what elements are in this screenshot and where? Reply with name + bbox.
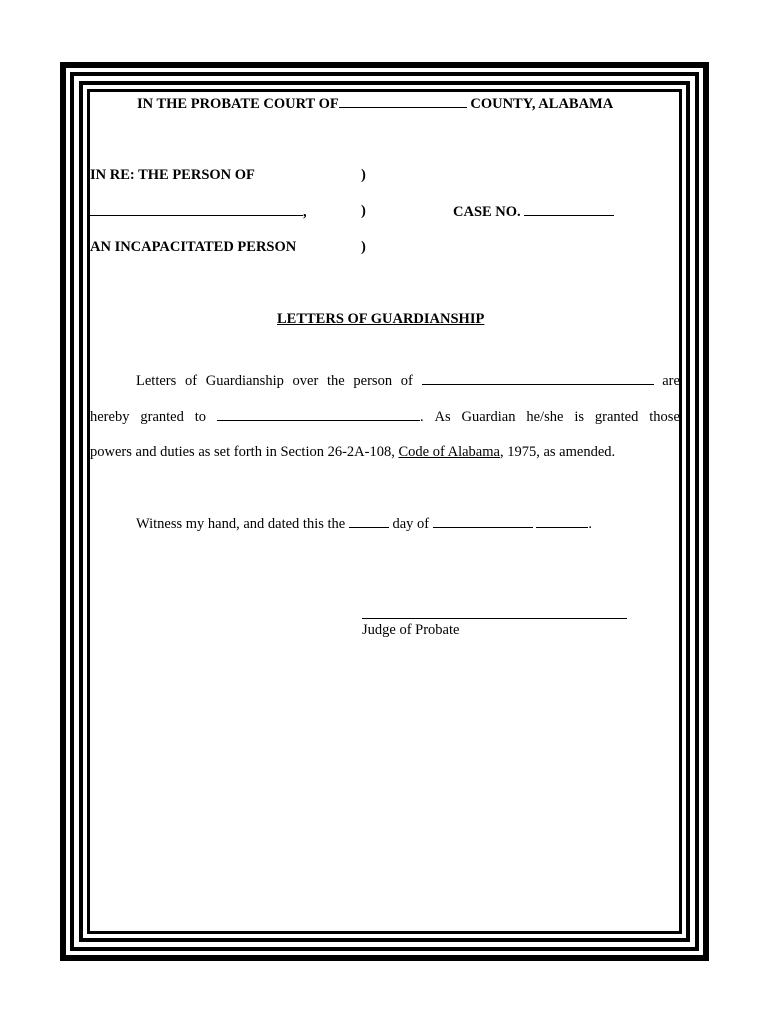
body-line-3 xyxy=(90,443,615,461)
year-field[interactable] xyxy=(536,514,588,528)
body-word: those xyxy=(649,409,680,425)
body-word: As xyxy=(434,409,451,425)
body-word: of xyxy=(184,373,198,389)
body-word: the xyxy=(327,373,345,389)
body-word: over xyxy=(292,373,319,389)
body-line-1 xyxy=(136,371,680,390)
body-word: Letters xyxy=(136,373,177,389)
incapacitated-label: AN INCAPACITATED PERSON xyxy=(90,239,297,255)
body-line-3-pre: powers and duties as set forth in Section 26-2A-108, xyxy=(90,444,399,460)
witness-line xyxy=(136,514,592,533)
witness-mid: day of xyxy=(388,516,433,532)
body-word: granted xyxy=(594,409,639,425)
body-word: Guardianship xyxy=(205,373,284,389)
court-heading-prefix: IN THE PROBATE COURT OF xyxy=(137,96,339,112)
case-number-field[interactable] xyxy=(524,202,614,216)
code-of-alabama-citation: Code of Alabama xyxy=(398,444,500,460)
body-word: to xyxy=(194,409,207,425)
body-word: is xyxy=(574,409,584,425)
month-field[interactable] xyxy=(433,514,533,528)
document-title: LETTERS OF GUARDIANSHIP xyxy=(277,311,485,327)
county-name-field[interactable] xyxy=(339,94,467,108)
witness-end: . xyxy=(588,516,592,532)
body-word: he/she xyxy=(526,409,564,425)
body-word: granted xyxy=(140,409,184,425)
body-line-3-post: , 1975, as amended. xyxy=(499,444,616,460)
body-word: person xyxy=(353,373,393,389)
judge-signature-line[interactable] xyxy=(362,618,627,619)
person-name-comma: , xyxy=(303,204,307,220)
court-heading-suffix: COUNTY, ALABAMA xyxy=(470,96,614,112)
body-line-2 xyxy=(90,407,680,426)
judge-of-probate-label: Judge of Probate xyxy=(362,622,460,638)
in-re-label: IN RE: THE PERSON OF xyxy=(90,167,255,183)
body-word: of xyxy=(400,373,413,389)
person-name-field[interactable] xyxy=(90,202,303,216)
day-field[interactable] xyxy=(349,514,389,528)
caption-paren-2: ) xyxy=(361,203,366,219)
caption-paren-3: ) xyxy=(361,239,366,255)
body-word: hereby xyxy=(90,409,130,425)
case-no-label: CASE NO. xyxy=(453,204,521,220)
body-word: are xyxy=(662,373,680,389)
witness-pre: Witness my hand, and dated this the xyxy=(136,516,349,532)
caption-paren-1: ) xyxy=(361,167,366,183)
court-heading xyxy=(137,94,613,113)
ward-name-field[interactable] xyxy=(422,371,654,385)
guardian-name-field[interactable] xyxy=(217,407,420,421)
body-word: Guardian xyxy=(461,409,516,425)
body-word: . xyxy=(419,409,424,425)
person-name-line xyxy=(90,202,307,221)
case-number-line xyxy=(453,202,614,221)
